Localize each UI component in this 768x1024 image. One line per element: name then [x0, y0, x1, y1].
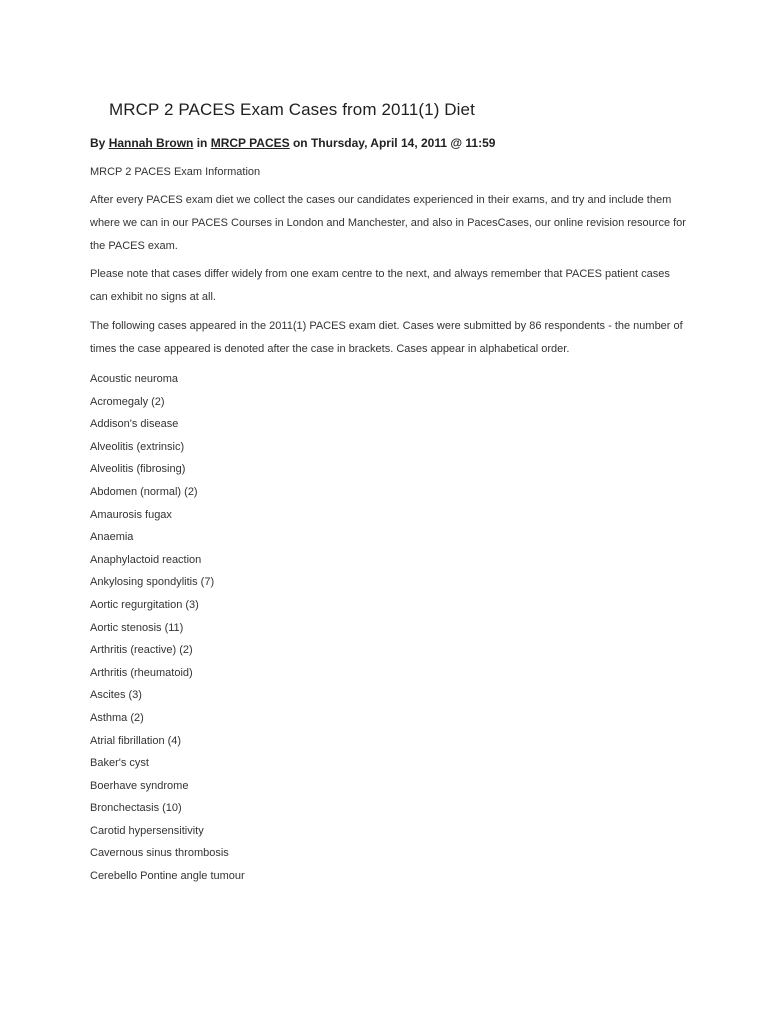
list-item: Alveolitis (extrinsic)	[90, 440, 185, 453]
list-item: Addison's disease	[90, 418, 179, 431]
list-item: Arthritis (rheumatoid)	[90, 666, 193, 679]
paragraph-note	[90, 263, 690, 309]
case-list	[90, 368, 245, 888]
paragraph-text: Please note that cases differ widely from one exam centre to the next, and always remember that PACES patient cases can exhibit no signs at all.	[90, 268, 670, 303]
paragraph-text: After every PACES exam diet we collect the cases our candidates experienced in their exams, and try and include them where we can in our PACES Courses in London and Manchester, and also in PacesCases, our online revision resource for the PACES exam.	[90, 194, 686, 252]
info-subheading	[90, 166, 690, 178]
article-byline	[90, 136, 495, 150]
subheading-text: MRCP 2 PACES Exam Information	[90, 166, 261, 178]
list-item: Baker's cyst	[90, 757, 149, 770]
byline-in: in	[196, 136, 208, 150]
list-item: Ankylosing spondylitis (7)	[90, 576, 215, 589]
list-item: Bronchectasis (10)	[90, 802, 182, 815]
list-item: Cerebello Pontine angle tumour	[90, 870, 245, 883]
list-item: Abdomen (normal) (2)	[90, 485, 198, 498]
paragraph-text: The following cases appeared in the 2011(1) PACES exam diet. Cases were submitted by 86 respondents - the number of times the case appeared is denoted after the case in brackets. Cases appear in alphabetical order.	[90, 320, 683, 355]
list-item: Arthritis (reactive) (2)	[90, 644, 193, 657]
list-item: Acoustic neuroma	[90, 373, 179, 385]
author-link[interactable]: Hannah Brown	[108, 136, 194, 150]
list-item: Amaurosis fugax	[90, 508, 172, 521]
list-item: Aortic regurgitation (3)	[90, 598, 199, 611]
list-item: Asthma (2)	[90, 711, 144, 724]
paragraph-intro	[90, 189, 690, 258]
paragraph-cases-intro	[90, 315, 690, 361]
list-item: Aortic stenosis (11)	[90, 621, 184, 634]
list-item: Cavernous sinus thrombosis	[90, 847, 229, 860]
byline-by: By	[90, 136, 106, 150]
list-item: Anaemia	[90, 531, 134, 544]
category-link[interactable]: MRCP PACES	[210, 136, 290, 150]
list-item: Atrial fibrillation (4)	[90, 734, 182, 747]
list-item: Carotid hypersensitivity	[90, 824, 204, 837]
article-title: MRCP 2 PACES Exam Cases from 2011(1) Diet	[109, 100, 475, 119]
list-item: Alveolitis (fibrosing)	[90, 463, 186, 476]
list-item: Boerhave syndrome	[90, 779, 189, 792]
list-item: Ascites (3)	[90, 689, 142, 702]
list-item: Anaphylactoid reaction	[90, 553, 202, 566]
byline-date: on Thursday, April 14, 2011 @ 11:59	[292, 136, 496, 150]
list-item: Acromegaly (2)	[90, 395, 165, 408]
